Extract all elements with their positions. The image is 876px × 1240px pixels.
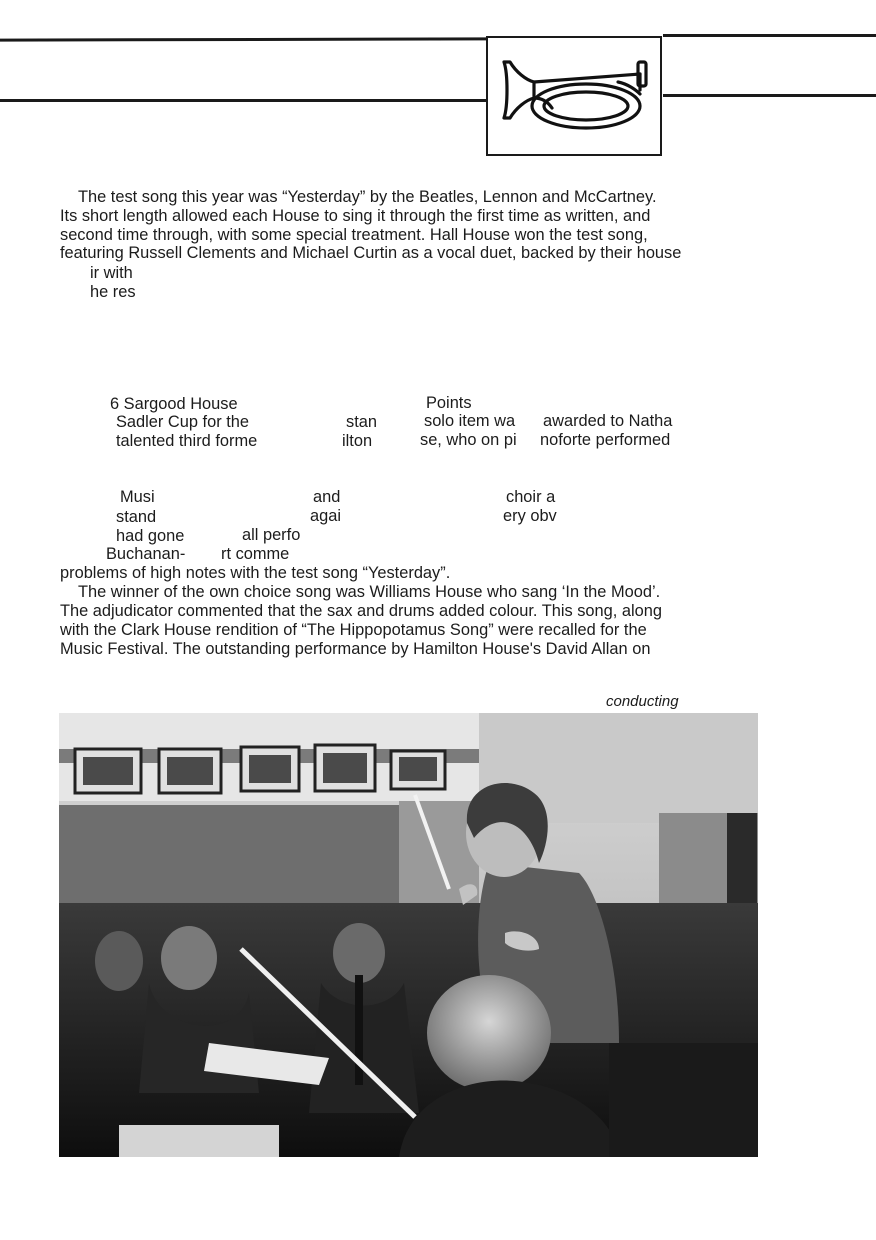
fragment-stand: stand xyxy=(116,508,157,526)
fragment-sadler-cup: Sadler Cup for the xyxy=(116,413,250,431)
header-rule-top-right xyxy=(663,34,876,37)
fragment-awarded: awarded to Natha xyxy=(543,412,673,430)
article-line-1: The test song this year was “Yesterday” by the Beatles, Lennon and McCartney. xyxy=(78,188,657,206)
article-line-7: The adjudicator commented that the sax and drums added colour. This song, along xyxy=(60,602,662,620)
photo-conductor-band xyxy=(59,713,758,1157)
bugle-emblem-box xyxy=(486,36,662,156)
fragment-sargood: 6 Sargood House xyxy=(110,395,238,413)
fragment-third-former: talented third forme xyxy=(116,432,258,450)
header-rule-bottom-right xyxy=(663,94,876,97)
article-line-5: problems of high notes with the test song “Yesterday”. xyxy=(60,564,451,582)
article-line-9: Music Festival. The outstanding performance by Hamilton House's David Allan on xyxy=(60,640,651,658)
fragment-ery-obv: ery obv xyxy=(503,507,557,525)
fragment-he-res: he res xyxy=(90,283,136,301)
fragment-pianoforte: noforte performed xyxy=(540,431,671,449)
fragment-had-gone: had gone xyxy=(116,527,185,545)
fragment-choir: choir a xyxy=(506,488,556,506)
fragment-rt-comme: rt comme xyxy=(221,545,290,563)
fragment-stan: stan xyxy=(346,413,377,431)
fragment-agai: agai xyxy=(310,507,341,525)
photo-illustration xyxy=(59,713,758,1157)
article-line-6: The winner of the own choice song was Williams House who sang ‘In the Mood’. xyxy=(78,583,661,601)
fragment-and: and xyxy=(313,488,341,506)
article-line-3: second time through, with some special treatment. Hall House won the test song, xyxy=(60,226,648,244)
header-rule-top-left xyxy=(0,37,488,41)
photo-caption: conducting xyxy=(606,693,679,710)
fragment-who-on-pi: se, who on pi xyxy=(420,431,517,449)
bugle-icon xyxy=(498,50,654,146)
fragment-musi: Musi xyxy=(120,488,155,506)
article-line-2: Its short length allowed each House to sing it through the first time as written, and xyxy=(60,207,651,225)
fragment-points: Points xyxy=(426,394,472,412)
fragment-solo-item: solo item wa xyxy=(424,412,516,430)
fragment-ir-with: ir with xyxy=(90,264,133,282)
header-rule-bottom-left xyxy=(0,99,488,102)
fragment-ilton: ilton xyxy=(342,432,373,450)
fragment-buchanan: Buchanan- xyxy=(106,545,186,563)
article-line-4: featuring Russell Clements and Michael Curtin as a vocal duet, backed by their house xyxy=(60,244,682,262)
article-line-8: with the Clark House rendition of “The Hippopotamus Song” were recalled for the xyxy=(60,621,647,639)
fragment-all-perfo: all perfo xyxy=(242,526,301,544)
